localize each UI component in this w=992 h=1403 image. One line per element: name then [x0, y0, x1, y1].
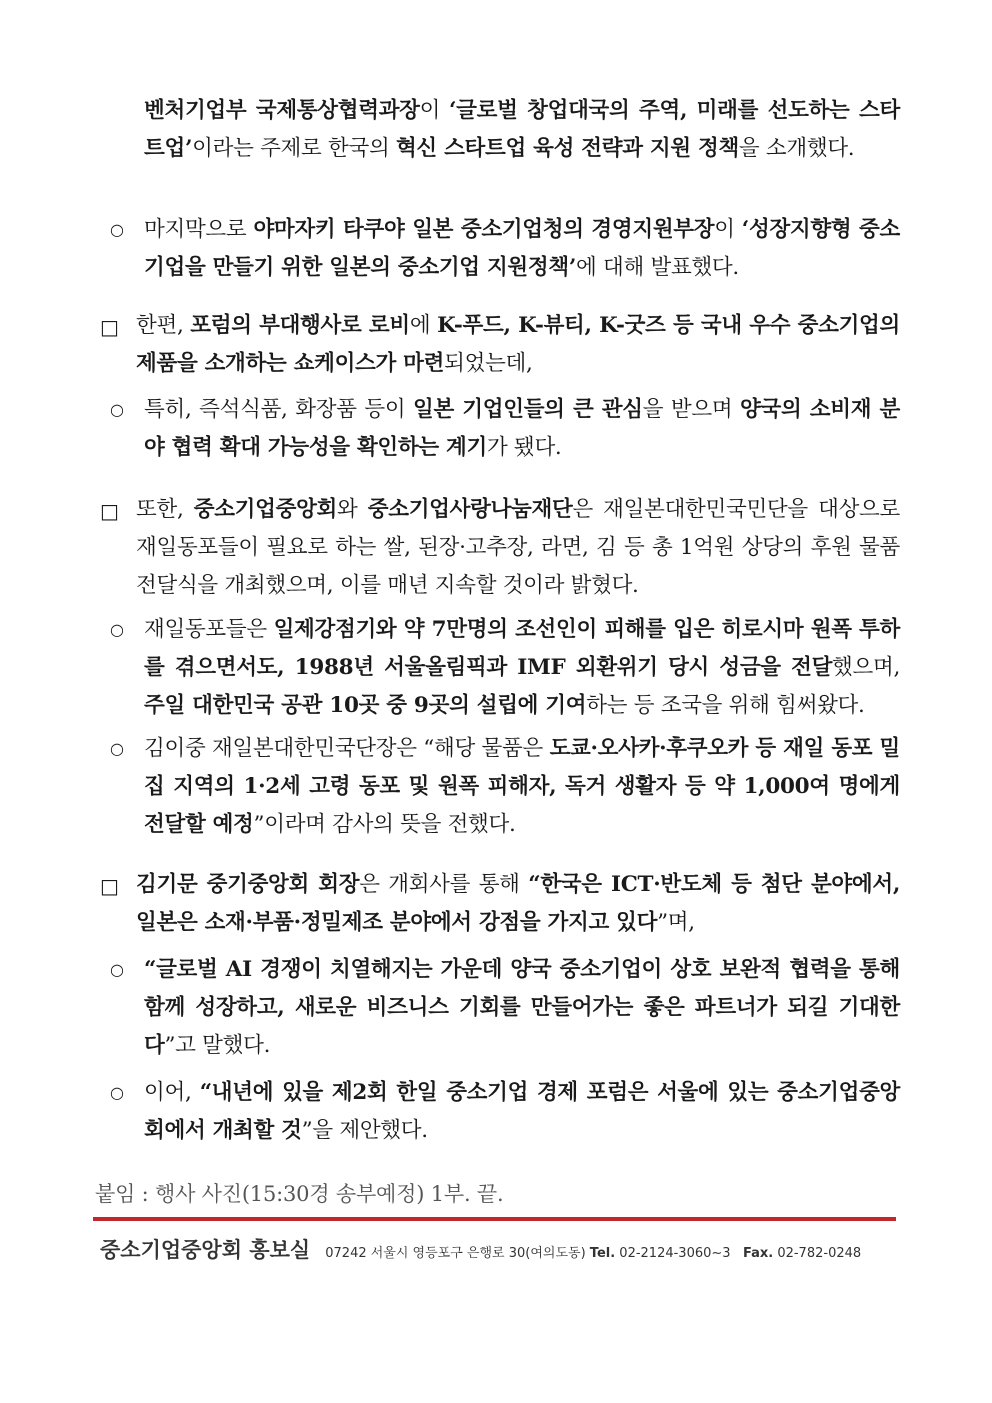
- square-bullet: □: [100, 874, 119, 898]
- paragraph-text: [144, 211, 900, 287]
- footer-fax-label: Fax.: [742, 1246, 774, 1261]
- paragraph-7: [100, 730, 900, 844]
- emphasized-text: 양국의 소비재 분야 협력 확대 가능성을 확인하는 계기: [144, 397, 901, 460]
- text-segment: 에: [409, 313, 438, 338]
- footer-contact: [325, 1246, 861, 1261]
- circle-bullet: ○: [110, 400, 124, 419]
- emphasized-text: 도쿄·오사카·후쿠오카 등 재일 동포 밀집 지역의 1·2세 고령 동포 및 원폭 피해자, 독거 생활자 등 약 1,000여 명에게 전달할 예정: [144, 736, 900, 837]
- text-segment: 을 받으며: [642, 397, 741, 422]
- circle-bullet: ○: [110, 739, 124, 758]
- text-segment: 또한,: [136, 497, 194, 522]
- paragraph-text: [144, 730, 900, 844]
- text-segment: 을 소개했다.: [738, 136, 855, 161]
- text-segment: ”며,: [657, 910, 695, 935]
- circle-bullet: ○: [110, 960, 124, 979]
- square-bullet: □: [100, 315, 119, 339]
- paragraph-4: [100, 391, 900, 467]
- circle-bullet: ○: [110, 1083, 124, 1102]
- text-segment: 에 대해 발표했다.: [576, 255, 739, 280]
- square-bullet: □: [100, 499, 119, 523]
- footer-tel-label: Tel.: [589, 1246, 616, 1261]
- text-segment: 은 재일본대한민국민단을 대상으로 재일동포들이 필요로 하는 쌀, 된장·고추장, 라면, 김 등 총 1억원 상당의 후원 물품 전달식을 개최했으며, 이를 매년 지속할 것이라 밝혔다.: [136, 497, 900, 598]
- emphasized-text: “글로벌 AI 경쟁이 치열해지는 가운데 양국 중소기업이 상호 보완적 협력을 통해 함께 성장하고, 새로운 비즈니스 기회를 만들어가는 좋은 파트너가 되길 기대한다: [144, 957, 900, 1058]
- emphasized-text: 일본 기업인들의 큰 관심: [413, 397, 643, 422]
- emphasized-text: 혁신 스타트업 육성 전략과 지원 정책: [395, 136, 739, 161]
- text-segment: 하는 등 조국을 위해 힘써왔다.: [586, 693, 865, 718]
- text-segment: 되었는데,: [444, 351, 533, 376]
- paragraph-text: [144, 92, 900, 168]
- paragraph-text: [136, 307, 900, 383]
- footer-fax: 02-782-0248: [777, 1246, 862, 1261]
- emphasized-text: ‘글로벌 창업대국의 주역, 미래를 선도하는 스타트업’: [144, 98, 900, 161]
- text-segment: 한편,: [136, 313, 191, 338]
- paragraph-2: [100, 211, 900, 287]
- paragraph-10: [100, 1074, 900, 1150]
- emphasized-text: “내년에 있을 제2회 한일 중소기업 경제 포럼은 서울에 있는 중소기업중앙회에서 개최할 것: [144, 1080, 901, 1143]
- emphasized-text: 중소기업사랑나눔재단: [367, 497, 573, 522]
- emphasized-text: 중소기업중앙회: [193, 497, 338, 522]
- footer: [100, 1234, 900, 1264]
- emphasized-text: 김기문 중기중앙회 회장: [136, 872, 360, 897]
- emphasized-text: K-푸드, K-뷰티, K-굿즈 등 국내 우수 중소기업의 제품을 소개하는 쇼케이스가 마련: [136, 313, 900, 376]
- text-segment: 이어,: [144, 1080, 200, 1105]
- text-segment: 이: [419, 98, 449, 123]
- text-segment: 이: [714, 217, 742, 242]
- text-segment: 특히, 즉석식품, 화장품 등이: [144, 397, 414, 422]
- paragraph-text: [144, 611, 900, 725]
- text-segment: 와: [337, 497, 368, 522]
- text-segment: ”고 말했다.: [164, 1033, 271, 1058]
- emphasized-text: ‘성장지향형 중소기업을 만들기 위한 일본의 중소기업 지원정책’: [144, 217, 901, 280]
- attachment-note: 붙임 : 행사 사진(15:30경 송부예정) 1부. 끝.: [95, 1182, 504, 1206]
- footer-org: 중소기업중앙회 홍보실: [100, 1238, 311, 1262]
- text-segment: 은 개회사를 통해: [359, 872, 529, 897]
- text-segment: ”을 제안했다.: [301, 1118, 428, 1143]
- emphasized-text: 야마자키 타쿠야 일본 중소기업청의 경영지원부장: [253, 217, 715, 242]
- paragraph-text: [136, 491, 900, 605]
- paragraph-8: [100, 866, 900, 942]
- paragraph-3: [100, 307, 900, 383]
- paragraph-5: [100, 491, 900, 605]
- text-segment: 마지막으로: [144, 217, 254, 242]
- emphasized-text: 주일 대한민국 공관 10곳 중 9곳의 설립에 기여: [144, 693, 587, 718]
- paragraph-text: [144, 1074, 900, 1150]
- emphasized-text: 일제강점기와 약 7만명의 조선인이 피해를 입은 히로시마 원폭 투하를 겪으면서도, 1988년 서울올림픽과 IMF 외환위기 당시 성금을 전달: [144, 617, 900, 680]
- paragraph-text: [144, 951, 900, 1065]
- text-segment: 김이중 재일본대한민국단장은 “해당 물품은: [144, 736, 550, 761]
- footer-tel: 02-2124-3060~3: [619, 1246, 731, 1261]
- text-segment: 재일동포들은: [144, 617, 274, 642]
- emphasized-text: 포럼의 부대행사로 로비: [190, 313, 410, 338]
- circle-bullet: ○: [110, 620, 124, 639]
- text-segment: 가 됐다.: [486, 435, 562, 460]
- text-segment: ”이라며 감사의 뜻을 전했다.: [253, 812, 516, 837]
- paragraph-text: [136, 866, 900, 942]
- circle-bullet: ○: [110, 220, 124, 239]
- footer-divider: [93, 1217, 896, 1221]
- paragraph-1: [100, 92, 900, 168]
- emphasized-text: 벤처기업부 국제통상협력과장: [144, 98, 420, 123]
- paragraph-6: [100, 611, 900, 725]
- footer-address: 07242 서울시 영등포구 은행로 30(여의도동): [325, 1246, 586, 1261]
- text-segment: 했으며,: [832, 655, 900, 680]
- paragraph-text: [144, 391, 900, 467]
- emphasized-text: “한국은 ICT·반도체 등 첨단 분야에서, 일본은 소재·부품·정밀제조 분야에서 강점을 가지고 있다: [136, 872, 901, 935]
- paragraph-9: [100, 951, 900, 1065]
- text-segment: 이라는 주제로 한국의: [192, 136, 396, 161]
